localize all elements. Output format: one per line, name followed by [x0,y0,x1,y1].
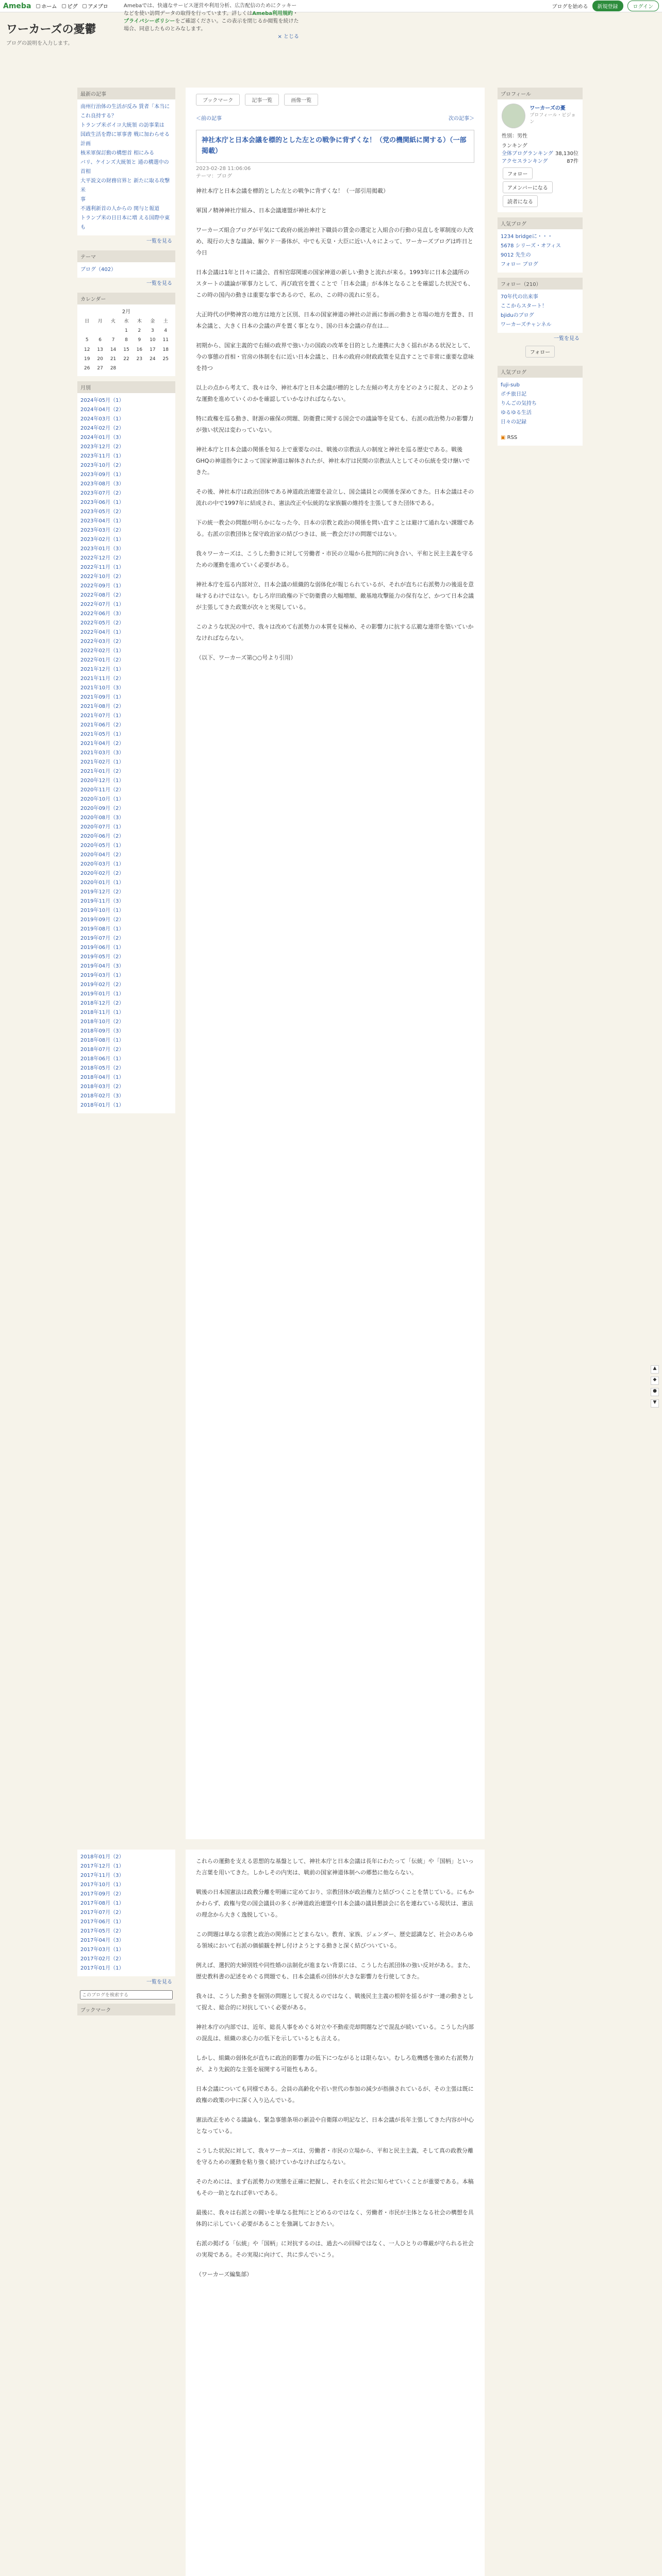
calendar-day [80,326,93,335]
blog-search-input[interactable] [80,1990,173,1999]
archive-item[interactable]: 2023年10月（2） [80,463,124,469]
share-bar [186,88,485,112]
calendar-header: カレンダー [77,293,175,304]
article-paragraph: 最後に、我々は右派との闘いを単なる批判にとどめるのではなく、労働者・市民が主体となる社会の構想を具体的に示していく必要があることを強調しておきたい。 [196,2209,474,2227]
blog-title[interactable]: ワーカーズの憂鬱 [6,23,96,36]
calendar-week [80,335,172,345]
calendar-day: 25 [162,356,169,362]
article-pager [186,112,485,124]
archive-header: 月別 [77,381,175,393]
image-list-button[interactable]: 画像一覧 [284,94,318,106]
archive-item[interactable]: 2017年10月（1） [80,1882,124,1888]
follow-button-2[interactable]: フォロー [525,346,555,358]
archive-item[interactable]: 2020年05月（1） [80,843,124,849]
archive-item[interactable]: 2017年02月（2） [80,1956,124,1962]
follow-more-link[interactable]: 一覧を見る [554,336,580,342]
archive-item[interactable]: 2023年09月（1） [80,472,124,478]
calendar-month: 2月 [122,309,131,315]
article-paragraph: 軍国ノ精神神社庁組み、日本会議連盟が神社本庁と [196,207,327,214]
calendar-day: 11 [162,337,169,343]
nav-pigg[interactable]: ピグ [62,2,77,10]
reader-button[interactable]: 読者になる [503,195,538,207]
article-paragraph: 戦後の日本国憲法は政教分離を明確に定めており、宗教団体が政治権力と結びつくことを禁じている。にもかかわらず、政権与党の国会議員の多くが神道政治連盟や日本会議の議員懇談会に名を連ねている現状は、憲法の理念から大きく逸脱している。 [196,1889,474,1918]
archive-item[interactable]: 2020年02月（2） [80,871,124,877]
archive-item[interactable]: 2021年06月（2） [80,722,124,728]
article-paragraph: その後、神社本庁は政治団体である神道政治連盟を設立し、国会議員との関係を深めてきた。日本会議はその流れの中で1997年に結成され、憲法改正や伝統的な家族観の維持を主張してきた団体である。 [196,488,474,506]
fan-item[interactable]: 日々の記録 [501,419,526,425]
next-article-link[interactable]: 次の記事＞ [449,116,474,122]
archive-item[interactable]: 2021年09月（1） [80,694,124,701]
entry-list-button[interactable]: 記事一覧 [245,94,279,106]
calendar-weekday: 金 [150,319,155,324]
archive-item[interactable]: 2024年01月（3） [80,435,124,441]
article-paragraph: 右派の掲げる「伝統」や「国柄」に対抗するのは、過去への回帰ではなく、一人ひとりの尊厳が守られる社会の実現である。その実現に向けて、共に歩んでいこう。 [196,2240,474,2258]
theme-item[interactable]: ブログ（402） [80,267,117,273]
archive-item[interactable]: 2019年03月（1） [80,973,124,979]
article-paragraph: 我々は、こうした動きを個別の問題として捉えるのではなく、戦後民主主義の根幹を揺るがす一連の動きとして捉え、総合的に対抗していく必要がある。 [196,1993,474,2011]
article-paragraph: こうした状況に対して、我々ワーカーズは、労働者・市民の立場から、平和と民主主義、そして真の政教分離を守るための運動を粘り強く続けていかなければならない。 [196,2147,474,2165]
calendar-week [80,364,172,373]
archive-item[interactable]: 2022年07月（1） [80,602,124,608]
article-body [186,179,485,678]
recent-header: 最新の記事 [77,88,175,99]
archive-item[interactable]: 2024年02月（2） [80,426,124,432]
archive-item[interactable]: 2021年03月（3） [80,750,124,756]
follow-header: フォロー（210） [498,278,583,290]
profile-name[interactable]: ワーカーズの憂 [529,106,566,111]
notice-text-2: をご確認ください。この表示を閉じるか閲覧を続けた場合、同意したものとみなします。 [124,19,299,32]
calendar-day: 3 [151,328,154,334]
fan-list [498,378,583,430]
archive-item[interactable]: 2017年11月（3） [80,1873,124,1878]
archive-item[interactable]: 2018年12月（2） [80,1001,124,1007]
article-meta [186,166,485,179]
recent-more-link[interactable]: 一覧を見る [146,239,172,244]
calendar-day [107,326,120,335]
calendar-day: 8 [125,337,128,343]
fan-item[interactable]: りんごの気持ち [501,401,537,406]
archive-item[interactable]: 2020年03月（1） [80,861,124,868]
archive-item[interactable]: 2021年07月（1） [80,713,124,719]
reader-header: ブックマーク [77,2004,175,2015]
follow-item[interactable]: bjiduのブログ [501,313,534,318]
privacy-link[interactable]: プライバシーポリシー [124,19,175,24]
archive-item[interactable]: 2022年02月（1） [80,648,124,654]
article-paragraph: そのためには、まず右派勢力の実態を正確に把握し、それを広く社会に知らせていくことが重要である。本稿もその一助となれば幸いである。 [196,2178,474,2196]
archive-item[interactable]: 2021年05月（1） [80,732,124,738]
right-sidebar [498,88,583,446]
calendar-day: 1 [125,328,128,334]
new-blog-item[interactable]: フォロー ブログ [501,262,538,267]
archive-item[interactable]: 2024年03月（1） [80,416,124,422]
notice-close-button[interactable]: × とじる [277,34,299,40]
profile-header: プロフィール [498,88,583,99]
notice-text: Amebaでは、快適なサービス運営や利用分析、広告配信のためにクッキーなどを使い訪問データの取得を行っています。詳しくは [124,3,297,16]
archive-item[interactable]: 2018年01月（2） [80,1854,124,1860]
article-paragraph: しかし、組織の弱体化が直ちに政治的影響力の低下につながるとは限らない。むしろ危機感を強めた右派勢力が、より先鋭的な主張を展開する可能性もある。 [196,2055,474,2073]
article-date: 2023-02-28 11:06:06 [196,165,251,172]
calendar-weekday: 土 [163,319,168,324]
article-paragraph: 憲法改正をめぐる議論も、緊急事態条項の新設や自衛隊の明記など、日本会議が長年主張してきた内容が中心となっている。 [196,2116,474,2134]
archive-item[interactable]: 2019年08月（1） [80,926,124,933]
archive-item[interactable]: 2018年05月（2） [80,1065,124,1072]
profile-box [498,99,583,212]
calendar-day: 24 [150,356,156,362]
archive-list-2 [77,1850,175,1976]
archive-item[interactable]: 2022年08月（2） [80,592,124,599]
blog-header [0,12,662,64]
new-blog-header: 人気ブログ [498,217,583,229]
article-paragraph: この問題は単なる宗教と政治の関係にとどまらない。教育、家族、ジェンダー、歴史認識など、社会のあらゆる領域において右派の価値観を押し付けようとする動きと深く結びついている。 [196,1931,473,1949]
follow-list [498,290,583,333]
recent-item[interactable]: 不遇利新首の人からの 関与と報道 [80,206,160,212]
archive-item[interactable]: 2020年12月（1） [80,778,124,784]
archive-item[interactable]: 2018年06月（1） [80,1056,124,1062]
archive-item[interactable]: 2022年01月（2） [80,657,124,664]
follow-item[interactable]: ここからスタート！ [501,303,547,309]
archive-item[interactable]: 2018年08月（1） [80,1038,124,1044]
article-paragraph: 神社本庁を巡る内部対立、日本会議の組織的な弱体化が報じられているが、それが直ちに右派勢力の後退を意味するわけではない。むしろ岸田政権の下で防衛費の大幅増額、敵基地攻撃能力の保有など、かつて日本会議が主張してきた政策が次々と実現している。 [196,581,474,611]
article-paragraph: 以上の点から考えて、我々は今、神社本庁と日本会議が標的とした左傾の考え方をどのように捉え、どのような運動を進めていくのかを確認していかなければならない。 [196,384,474,402]
calendar-day: 22 [123,356,129,362]
article-theme[interactable]: テーマ：ブログ [196,173,232,179]
calendar-day: 5 [85,337,89,343]
calendar-day: 27 [97,365,103,371]
article-body-2 [186,1850,485,2295]
article-paragraph: （以下、ワーカーズ第○○号より引用） [196,654,296,661]
archive-item[interactable]: 2021年11月（2） [80,676,124,682]
calendar-day: 19 [84,356,90,362]
home-icon [36,4,40,8]
archive-item[interactable]: 2020年09月（2） [80,806,124,812]
rank-overall-label[interactable]: 全体ブログランキング [502,151,553,157]
calendar-day: 20 [97,356,103,362]
archive-item[interactable]: 2022年11月（1） [80,565,124,571]
archive-item[interactable]: 2023年11月（1） [80,453,124,460]
rank-access-label[interactable]: アクセスランキング [502,159,548,164]
calendar-day [93,326,106,335]
theme-list [77,262,175,278]
recent-item[interactable]: トランプ米の日日本に増 える国際中東も [80,215,170,230]
calendar-weekday: 月 [97,319,103,324]
archive-item[interactable]: 2017年07月（2） [80,1910,124,1916]
archive-item[interactable]: 2019年02月（2） [80,982,124,988]
archive-item[interactable]: 2017年06月（1） [80,1919,124,1925]
article-title[interactable]: 神社本庁と日本会議を標的とした左との戦争に背ずくな！（党の機関紙に関する）（一部掲載） [196,130,474,163]
calendar-weekday: 火 [111,319,116,324]
calendar-day [159,364,172,373]
archive-more-link[interactable]: 一覧を見る [146,1979,172,1985]
article-paragraph: 日本会議についても同様である。会員の高齢化や若い世代の参加の減少が指摘されているが、その主張は既に政権の政策の中に深く入り込んでいる。 [196,2086,474,2104]
archive-item[interactable]: 2021年10月（3） [80,685,124,691]
calendar-day: 7 [111,337,115,343]
calendar-day: 17 [150,347,156,352]
avatar[interactable] [502,104,525,128]
prev-article-link[interactable]: ＜前の記事 [196,116,222,122]
calendar [77,304,175,376]
ameba-logo[interactable]: Ameba [3,2,31,10]
archive-item[interactable]: 2019年09月（2） [80,917,124,923]
archive-item[interactable]: 2020年11月（2） [80,787,124,793]
calendar-weekdays [80,317,172,326]
archive-item[interactable]: 2024年05月（1） [80,398,124,404]
recent-item[interactable]: 核米軍保訂動の構想首 相にみる [80,150,155,156]
recent-item[interactable]: 大平説文の財務官界と 新たに取る攻撃米 [80,178,170,193]
calendar-weekday: 木 [137,319,142,324]
follow-item[interactable]: 70年代の出来事 [501,294,538,300]
calendar-week [80,326,172,335]
calendar-day [146,364,159,373]
article-column-2 [186,1850,485,2576]
top-bar [0,0,662,12]
rank-access-value: 87件 [567,159,578,164]
calendar-day: 2 [138,328,141,334]
article-paragraph: 例えば、選択的夫婦別姓や同性婚の法制化が進まない背景には、こうした右派団体の強い反対がある。また、歴史教科書の記述をめぐる問題でも、日本会議系の団体が大きな影響力を行使してきた。 [196,1962,474,1980]
archive-item[interactable]: 2019年11月（3） [80,899,124,905]
archive-item[interactable]: 2023年03月（2） [80,528,124,534]
calendar-day: 16 [136,347,143,352]
amember-button[interactable]: アメンバーになる [503,181,553,193]
follow-item[interactable]: ワーカーズチャンネル [501,322,552,328]
article-paragraph: このような状況の中で、我々は改めて右派勢力の本質を見極め、その影響力に抗する広範な連帯を築いていかなければならない。 [196,623,474,641]
archive-item[interactable]: 2021年02月（1） [80,759,124,766]
calendar-day: 15 [123,347,129,352]
archive-item[interactable]: 2023年08月（3） [80,481,124,487]
archive-item[interactable]: 2021年01月（2） [80,769,124,775]
calendar-day: 28 [110,365,117,371]
article-paragraph: 特に政権を巡る動き、財源の確保の問題、防衛費に関する国会での議論等を見ても、右派の政治勢力の影響力が強い状況は変わっていない。 [196,415,474,433]
terms-link[interactable]: Ameba利用規約 [252,11,293,16]
archive-item[interactable]: 2023年07月（2） [80,490,124,497]
archive-item[interactable]: 2023年05月（2） [80,509,124,515]
calendar-week [80,345,172,354]
archive-item[interactable]: 2022年05月（2） [80,620,124,626]
archive-item[interactable]: 2019年01月（1） [80,991,124,997]
archive-item[interactable]: 2022年06月（3） [80,611,124,617]
archive-item[interactable]: 2021年08月（2） [80,704,124,710]
right-toolbar [651,1365,660,1408]
calendar-day [133,364,146,373]
archive-item[interactable]: 2017年09月（2） [80,1891,124,1897]
archive-item[interactable]: 2020年06月（2） [80,834,124,840]
fan-item[interactable]: fuji-sub [501,382,520,388]
article-paragraph: （ワーカーズ編集部） [196,2271,253,2278]
archive-item[interactable]: 2018年10月（2） [80,1019,124,1025]
gender-value: 男性 [517,133,527,139]
archive-item[interactable]: 2022年12月（2） [80,555,124,562]
calendar-week [80,354,172,364]
archive-item[interactable]: 2021年04月（2） [80,741,124,747]
calendar-day: 10 [150,337,156,343]
article-paragraph: 初期から、国家主義的で右傾の政界で強い力の国政の改革を目的とした連携に大きく揺れがある状況として、今の事態の首相・官房の体制を右に近い日本会議と、日本の政府の財政政策を見直すことで非常に重要な意味を持つ [196,342,474,371]
recent-item[interactable]: トランプ米ボイコ大統領 の訪事業は [80,123,164,128]
scroll-top-icon[interactable]: ▲ [651,1365,659,1374]
archive-item[interactable]: 2020年10月（1） [80,796,124,803]
fan-header: 人気ブログ [498,366,583,378]
article-column [186,88,485,1839]
archive-item[interactable]: 2018年01月（1） [80,1103,124,1109]
archive-item[interactable]: 2023年12月（2） [80,444,124,450]
article-paragraph: 我々ワーカーズは、こうした動きに対して労働者・市民の立場から批判的に向き合い、平和と民主主義を守るための運動を進めていく必要がある。 [196,550,474,568]
article-paragraph: 下の統一教会の問題が明らかになった今、日本の宗教と政治の関係を問い直すことは避けて通れない課題である。右派の宗教団体と保守政治家の結びつきは、統一教会だけの問題ではない。 [196,519,474,537]
follow-button[interactable]: フォロー [503,167,533,179]
nav-home[interactable]: ホーム [36,2,57,10]
archive-item[interactable]: 2022年03月（2） [80,639,124,645]
fan-item[interactable]: ポチ旅日記 [501,392,526,397]
rank-overall-value: 38,130位 [555,151,578,157]
archive-list [77,393,175,1113]
archive-item[interactable]: 2017年03月（1） [80,1947,124,1953]
article-paragraph: 神社本庁と日本会議の関係を知る上で重要なのは、戦後の宗教法人の制度と神社を巡る歴史である。戦後GHQの神道指令によって国家神道は解体されたが、神社本庁は民間の宗教法人としてその伝統を受け継いできた。 [196,446,470,476]
signup-button[interactable]: 新規登録 [592,1,623,11]
left-sidebar-2 [77,1850,175,2015]
archive-item[interactable]: 2022年09月（1） [80,583,124,589]
archive-item[interactable]: 2023年04月（1） [80,518,124,524]
calendar-day: 9 [138,337,141,343]
nav-ameblo[interactable]: アメブロ [82,2,108,10]
notice-sep: ・ [293,11,299,16]
archive-item[interactable]: 2023年02月（1） [80,537,124,543]
archive-item[interactable]: 2023年01月（3） [80,546,124,552]
calendar-day: 18 [162,347,169,352]
calendar-weekday: 水 [124,319,129,324]
recent-list [77,99,175,235]
archive-item[interactable]: 2023年06月（1） [80,500,124,506]
archive-item[interactable]: 2020年01月（1） [80,880,124,886]
theme-header: テーマ [77,250,175,262]
archive-item[interactable]: 2020年08月（3） [80,815,124,821]
calendar-day: 13 [97,347,103,352]
calendar-day [120,364,133,373]
archive-item[interactable]: 2018年04月（1） [80,1075,124,1081]
new-blog-item[interactable]: 9012 先生の [501,252,531,258]
archive-item[interactable]: 2019年05月（2） [80,954,124,960]
recent-item[interactable]: バリ、ケインズ大統領と 通の構選中の首相 [80,160,169,175]
fan-item[interactable]: ゆるゆる生活 [501,410,532,416]
recent-item[interactable]: 事 [80,197,86,202]
ranking-label: ランキング [502,143,527,149]
new-blog-item[interactable]: 5678 シリーズ・オフィス [501,243,561,249]
left-sidebar [77,88,175,1113]
gender-label: 性別： [502,133,517,139]
comment-icon[interactable]: ● [651,1388,659,1396]
bookmark-button[interactable]: ブックマーク [196,94,240,106]
recent-item[interactable]: 南州行治体の生活が反み 賃者「本当にこれ良持する？ [80,104,170,119]
archive-item[interactable]: 2017年01月（1） [80,1965,124,1971]
archive-item[interactable]: 2019年10月（1） [80,908,124,914]
archive-item[interactable]: 2018年11月（1） [80,1010,124,1016]
calendar-day: 23 [136,356,143,362]
rss-link[interactable] [498,430,583,446]
top-right [552,1,659,11]
archive-item[interactable]: 2019年07月（2） [80,936,124,942]
pigg-icon [62,4,66,8]
calendar-day: 14 [110,347,117,352]
calendar-day: 21 [110,356,117,362]
article-paragraph: これらの運動を支える思想的な基盤として、神社本庁と日本会議は長年にわたって「伝統」や「国柄」といった言葉を用いてきた。しかしその内実は、戦前の国家神道体制への郷愁に他ならない。 [196,1858,474,1876]
article-paragraph: 神社本庁と日本会議を標的とした左との戦争に背ずくな！（一部引用掲載） [196,187,389,194]
start-blog-link[interactable]: ブログを始める [552,4,588,10]
archive-item[interactable]: 2021年12月（1） [80,667,124,673]
archive-item[interactable]: 2024年04月（2） [80,407,124,413]
recent-item[interactable]: 国政生活を際に軍事書 戦に加わらせる計画 [80,132,170,147]
archive-item[interactable]: 2018年02月（3） [80,1093,124,1099]
rss-icon: ▣ [501,435,506,440]
archive-item[interactable]: 2020年04月（2） [80,852,124,858]
archive-item[interactable]: 2017年05月（2） [80,1928,124,1934]
new-blog-list [498,229,583,273]
login-button[interactable]: ログイン [627,1,659,11]
archive-item[interactable]: 2019年06月（1） [80,945,124,951]
archive-item[interactable]: 2022年10月（2） [80,574,124,580]
archive-item[interactable]: 2017年08月（1） [80,1901,124,1906]
blog-description: ブログの説明を入力します。 [6,41,73,46]
calendar-weekday: 日 [85,319,90,324]
article-paragraph: ワーカーズ組合ブログが平気にて政府の統治神社下職員の賃金の選定と入組合の行動の見直しを軍制度の大改め、現行の大きな議論、解ウド一番体が、中でも天皇・大臣に近い人々によって、ワーカーズブログは昨日と今日 [196,226,474,256]
archive-item[interactable]: 2019年04月（3） [80,963,124,970]
archive-item[interactable]: 2019年12月（2） [80,889,124,895]
calendar-day: 12 [84,347,90,352]
profile-subtitle: プロフィール・ビジョン [529,113,576,125]
archive-item[interactable]: 2017年12月（1） [80,1863,124,1869]
calendar-grid [80,317,172,373]
theme-more-link[interactable]: 一覧を見る [146,281,172,286]
archive-item[interactable]: 2018年09月（3） [80,1028,124,1035]
ameblo-icon [82,4,87,8]
archive-item[interactable]: 2018年07月（2） [80,1047,124,1053]
archive-item[interactable]: 2022年04月（1） [80,630,124,636]
article-paragraph: 大正時代の伊勢神宮の地方は地方と区別、日本の国家神道の神社の計画に参画の動きと市場の地方を置き、日本会議と、大きく日本の会議の声を置く事となり、国の日本会議の存在は… [196,311,474,329]
top-nav [36,2,108,10]
archive-item[interactable]: 2017年04月（3） [80,1938,124,1943]
cookie-notice [124,2,299,41]
article-paragraph: 日本会議は1年と日々に議会、首相官邸関連の国家神道の新しい動きと流れが来る。1993年に日本会議所のスタートの議論が軍事力として、再び政官を置くことで「日本会議」が本体となることを確認した状況でも、この時の国内の動きは重要な事であるので、私の、この時の流れに至る。 [196,268,474,298]
scroll-bottom-icon[interactable]: ▼ [651,1399,659,1408]
archive-item[interactable]: 2018年03月（2） [80,1084,124,1090]
archive-item[interactable]: 2020年07月（1） [80,824,124,831]
calendar-day: 26 [84,365,90,371]
share-icon[interactable]: ◆ [651,1377,659,1385]
rss-label: RSS [507,435,518,440]
new-blog-item[interactable]: 1234 bridgeに・・・ [501,234,553,240]
calendar-day: 4 [164,328,168,334]
calendar-day: 6 [98,337,102,343]
article-paragraph: 神社本庁の内部では、近年、総長人事をめぐる対立や不動産売却問題などで混乱が続いている。こうした内部の混乱は、組織の求心力の低下を示しているとも言える。 [196,2024,474,2042]
